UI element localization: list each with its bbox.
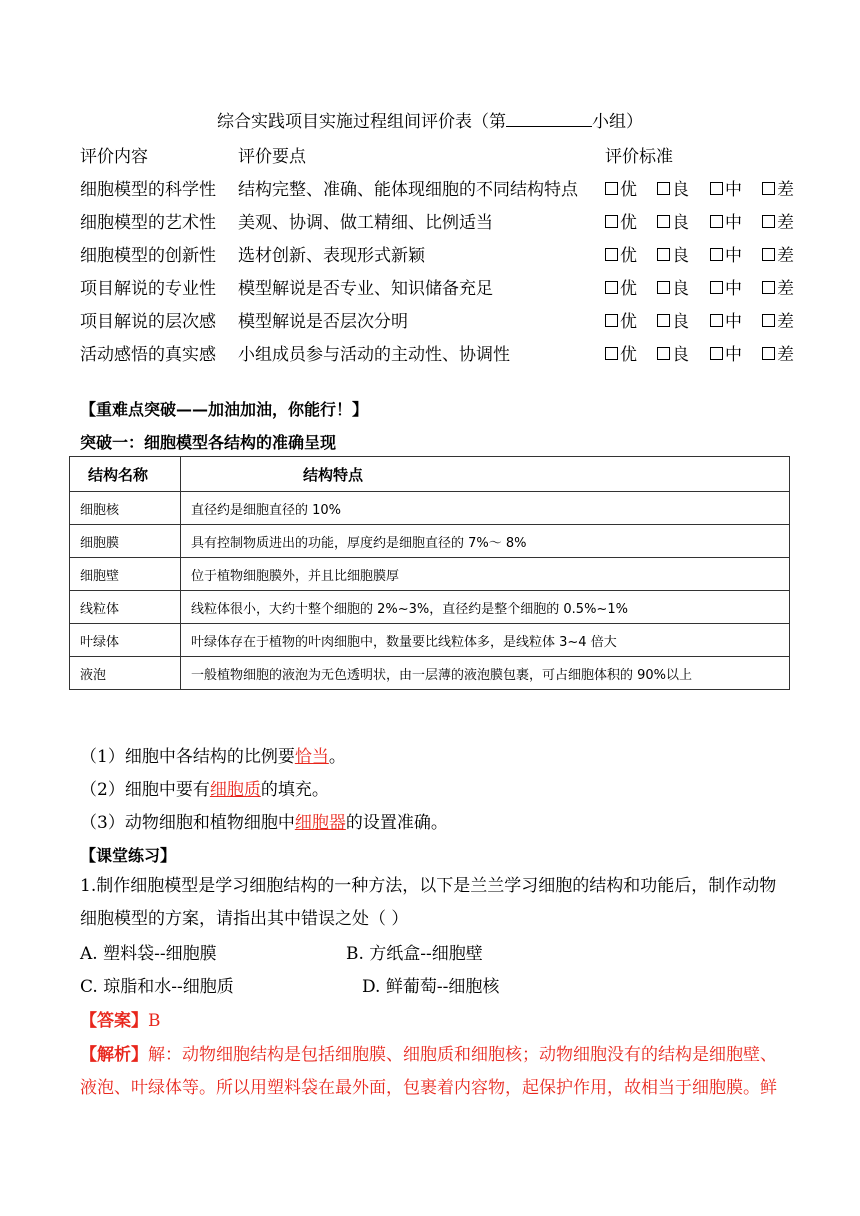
checkbox-icon[interactable] xyxy=(762,347,775,360)
structure-feature: 直径约是细胞直径的 10% xyxy=(181,492,790,525)
rating-label: 差 xyxy=(777,279,794,299)
rating-label: 优 xyxy=(620,213,637,233)
rating-option[interactable] xyxy=(605,340,637,365)
rating-option[interactable] xyxy=(710,274,742,299)
rating-option[interactable] xyxy=(762,208,794,233)
analysis-label: 【解析】 xyxy=(80,1045,148,1065)
note-text: 。 xyxy=(328,747,346,767)
rating-option[interactable] xyxy=(710,208,742,233)
answer-value: B xyxy=(148,1011,161,1031)
checkbox-icon[interactable] xyxy=(762,248,775,261)
rating-label: 良 xyxy=(672,246,689,266)
analysis-text-1: 解：动物细胞结构是包括细胞膜、细胞质和细胞核；动物细胞没有的结构是细胞壁、 xyxy=(148,1045,777,1065)
structure-name: 细胞膜 xyxy=(70,525,181,558)
rating-option[interactable] xyxy=(657,241,689,266)
checkbox-icon[interactable] xyxy=(657,281,670,294)
criteria-content: 细胞模型的艺术性 xyxy=(80,213,216,233)
criteria-row xyxy=(80,340,800,365)
rating-label: 差 xyxy=(777,246,794,266)
rating-label: 良 xyxy=(672,312,689,332)
header-content: 评价内容 xyxy=(80,147,148,167)
rating-label: 中 xyxy=(725,312,742,332)
criteria-content: 活动感悟的真实感 xyxy=(80,345,216,365)
table-row xyxy=(70,624,790,657)
rating-label: 优 xyxy=(620,246,637,266)
rating-label: 差 xyxy=(777,213,794,233)
checkbox-icon[interactable] xyxy=(762,182,775,195)
checkbox-icon[interactable] xyxy=(710,347,723,360)
checkbox-icon[interactable] xyxy=(605,347,618,360)
rating-label: 优 xyxy=(620,345,637,365)
note-text: （3）动物细胞和植物细胞中 xyxy=(80,813,295,833)
rating-label: 优 xyxy=(620,180,637,200)
rating-option[interactable] xyxy=(605,241,637,266)
title-prefix: 综合实践项目实施过程组间评价表（第 xyxy=(217,112,506,132)
checkbox-icon[interactable] xyxy=(657,347,670,360)
key-point-note xyxy=(80,808,448,833)
checkbox-icon[interactable] xyxy=(605,281,618,294)
key-point-note xyxy=(80,742,346,767)
note-text: 的填充。 xyxy=(260,780,329,800)
checkbox-icon[interactable] xyxy=(710,215,723,228)
criteria-points: 模型解说是否层次分明 xyxy=(238,312,408,332)
group-number-blank xyxy=(506,110,592,127)
rating-option[interactable] xyxy=(605,274,637,299)
rating-option[interactable] xyxy=(710,340,742,365)
checkbox-icon[interactable] xyxy=(657,314,670,327)
rating-option[interactable] xyxy=(762,175,794,200)
checkbox-icon[interactable] xyxy=(605,215,618,228)
structure-feature: 叶绿体存在于植物的叶肉细胞中，数量要比线粒体多，是线粒体 3~4 倍大 xyxy=(181,624,790,657)
checkbox-icon[interactable] xyxy=(605,314,618,327)
checkbox-icon[interactable] xyxy=(605,182,618,195)
option-b: B. 方纸盒--细胞壁 xyxy=(346,944,483,964)
rating-option[interactable] xyxy=(762,274,794,299)
rating-label: 差 xyxy=(777,180,794,200)
table-header-row xyxy=(70,457,790,492)
header-structure-name: 结构名称 xyxy=(70,457,181,492)
criteria-row xyxy=(80,175,800,200)
rating-option[interactable] xyxy=(710,175,742,200)
rating-option[interactable] xyxy=(762,241,794,266)
rating-option[interactable] xyxy=(710,307,742,332)
note-keyword: 恰当 xyxy=(294,747,329,767)
rating-option[interactable] xyxy=(657,274,689,299)
checkbox-icon[interactable] xyxy=(762,314,775,327)
rating-label: 中 xyxy=(725,213,742,233)
structure-feature: 具有控制物质进出的功能，厚度约是细胞直径的 7%～ 8% xyxy=(181,525,790,558)
checkbox-icon[interactable] xyxy=(762,215,775,228)
note-keyword: 细胞质 xyxy=(209,780,261,800)
breakthrough-title: 突破一：细胞模型各结构的准确呈现 xyxy=(80,433,337,452)
note-text: （2）细胞中要有 xyxy=(80,780,210,800)
rating-option[interactable] xyxy=(605,208,637,233)
criteria-points: 模型解说是否专业、知识储备充足 xyxy=(238,279,493,299)
rating-option[interactable] xyxy=(657,208,689,233)
criteria-points: 小组成员参与活动的主动性、协调性 xyxy=(238,345,510,365)
criteria-points: 结构完整、准确、能体现细胞的不同结构特点 xyxy=(238,180,578,200)
table-row xyxy=(70,525,790,558)
criteria-content: 细胞模型的科学性 xyxy=(80,180,216,200)
structure-feature: 一般植物细胞的液泡为无色透明状，由一层薄的液泡膜包裹，可占细胞体积的 90%以上 xyxy=(181,657,790,690)
rating-option[interactable] xyxy=(605,175,637,200)
checkbox-icon[interactable] xyxy=(762,281,775,294)
rating-option[interactable] xyxy=(605,307,637,332)
criteria-row xyxy=(80,208,800,233)
answer-label: 【答案】 xyxy=(80,1011,148,1031)
question-line-2: 细胞模型的方案，请指出其中错误之处（ ） xyxy=(80,909,409,929)
checkbox-icon[interactable] xyxy=(710,248,723,261)
structure-name: 线粒体 xyxy=(70,591,181,624)
practice-heading: 【课堂练习】 xyxy=(80,846,177,865)
header-structure-feature: 结构特点 xyxy=(181,457,790,492)
option-a: A. 塑料袋--细胞膜 xyxy=(80,944,217,964)
checkbox-icon[interactable] xyxy=(657,248,670,261)
note-text: （1）细胞中各结构的比例要 xyxy=(80,747,295,767)
structure-feature: 线粒体很小，大约十整个细胞的 2%~3%，直径约是整个细胞的 0.5%~1% xyxy=(181,591,790,624)
rating-option[interactable] xyxy=(657,175,689,200)
checkbox-icon[interactable] xyxy=(710,182,723,195)
table-row xyxy=(70,591,790,624)
structure-feature: 位于植物细胞膜外，并且比细胞膜厚 xyxy=(181,558,790,591)
criteria-content: 项目解说的专业性 xyxy=(80,279,216,299)
question-line-1: 1.制作细胞模型是学习细胞结构的一种方法，以下是兰兰学习细胞的结构和功能后，制作动物 xyxy=(80,876,777,896)
criteria-row xyxy=(80,307,800,332)
header-points: 评价要点 xyxy=(238,147,306,167)
note-text: 的设置准确。 xyxy=(345,813,448,833)
answer-line xyxy=(80,1006,161,1031)
criteria-row xyxy=(80,274,800,299)
checkbox-icon[interactable] xyxy=(710,314,723,327)
rating-option[interactable] xyxy=(710,241,742,266)
rating-label: 差 xyxy=(777,345,794,365)
header-standard: 评价标准 xyxy=(605,147,673,167)
option-d: D. 鲜葡萄--细胞核 xyxy=(362,977,500,997)
criteria-row xyxy=(80,241,800,266)
checkbox-icon[interactable] xyxy=(605,248,618,261)
key-point-note xyxy=(80,775,329,800)
checkbox-icon[interactable] xyxy=(710,281,723,294)
criteria-points: 美观、协调、做工精细、比例适当 xyxy=(238,213,493,233)
criteria-content: 细胞模型的创新性 xyxy=(80,246,216,266)
structure-name: 液泡 xyxy=(70,657,181,690)
rating-label: 中 xyxy=(725,279,742,299)
rating-label: 优 xyxy=(620,312,637,332)
structure-name: 细胞壁 xyxy=(70,558,181,591)
analysis-line-1 xyxy=(80,1040,777,1065)
rating-label: 中 xyxy=(725,246,742,266)
rating-label: 中 xyxy=(725,180,742,200)
note-keyword: 细胞器 xyxy=(294,813,346,833)
page-title xyxy=(0,107,860,132)
structure-table xyxy=(69,456,790,690)
title-suffix: 小组） xyxy=(592,112,643,132)
table-row xyxy=(70,657,790,690)
table-row xyxy=(70,558,790,591)
rating-option[interactable] xyxy=(657,307,689,332)
section-heading: 【重难点突破——加油加油，你能行！】 xyxy=(80,400,369,419)
criteria-points: 选材创新、表现形式新颖 xyxy=(238,246,425,266)
structure-name: 细胞核 xyxy=(70,492,181,525)
checkbox-icon[interactable] xyxy=(657,182,670,195)
table-row xyxy=(70,492,790,525)
rating-label: 良 xyxy=(672,213,689,233)
criteria-content: 项目解说的层次感 xyxy=(80,312,216,332)
analysis-line-2: 液泡、叶绿体等。所以用塑料袋在最外面，包裹着内容物，起保护作用，故相当于细胞膜。鲜 xyxy=(80,1078,777,1098)
criteria-header xyxy=(80,142,800,167)
option-c: C. 琼脂和水--细胞质 xyxy=(80,977,234,997)
rating-option[interactable] xyxy=(657,340,689,365)
structure-name: 叶绿体 xyxy=(70,624,181,657)
rating-label: 良 xyxy=(672,180,689,200)
checkbox-icon[interactable] xyxy=(657,215,670,228)
rating-label: 差 xyxy=(777,312,794,332)
rating-option[interactable] xyxy=(762,340,794,365)
rating-label: 良 xyxy=(672,345,689,365)
rating-label: 良 xyxy=(672,279,689,299)
rating-option[interactable] xyxy=(762,307,794,332)
rating-label: 中 xyxy=(725,345,742,365)
rating-label: 优 xyxy=(620,279,637,299)
